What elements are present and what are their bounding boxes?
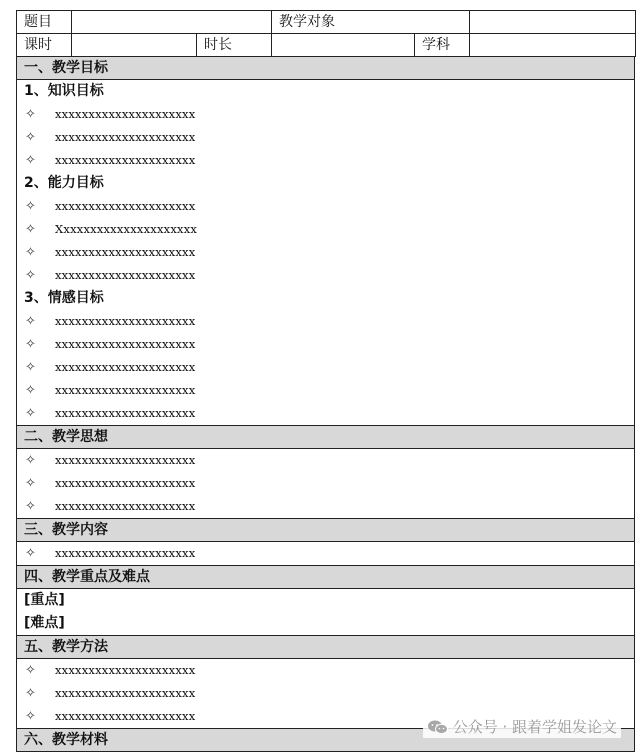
star-bullet-icon: ✧ — [25, 245, 36, 260]
list-item[interactable]: ✧ xxxxxxxxxxxxxxxxxxxxx — [17, 682, 634, 705]
list-item[interactable]: ✧ xxxxxxxxxxxxxxxxxxxxx — [17, 495, 634, 518]
subject-label: 学科 — [415, 34, 470, 57]
section-keypoints-body — [17, 589, 634, 636]
star-bullet-icon: ✧ — [25, 476, 36, 491]
star-bullet-icon: ✧ — [25, 383, 36, 398]
duration-value-cell[interactable] — [272, 34, 415, 57]
lesson-plan-document — [16, 10, 635, 752]
emotion-goals-title: 3、情感目标 — [24, 290, 104, 306]
star-bullet-icon: ✧ — [25, 107, 36, 122]
list-item[interactable]: ✧ xxxxxxxxxxxxxxxxxxxxx — [17, 659, 634, 682]
audience-value-cell[interactable] — [470, 11, 636, 34]
difficult-point-label[interactable]: [难点] — [24, 615, 65, 631]
sections-box — [16, 57, 635, 752]
topic-value-cell[interactable] — [72, 11, 272, 34]
section-thinking-body — [17, 449, 634, 519]
watermark — [423, 716, 621, 738]
list-item[interactable]: ✧ xxxxxxxxxxxxxxxxxxxxx — [17, 149, 634, 172]
section-goals-body — [17, 80, 634, 426]
list-item[interactable]: ✧ xxxxxxxxxxxxxxxxxxxxx — [17, 379, 634, 402]
list-item[interactable]: ✧ xxxxxxxxxxxxxxxxxxxxx — [17, 126, 634, 149]
list-item[interactable]: ✧ Xxxxxxxxxxxxxxxxxxxxx — [17, 218, 634, 241]
duration-label: 时长 — [197, 34, 272, 57]
section-keypoints-title: 四、教学重点及难点 — [17, 566, 634, 589]
star-bullet-icon: ✧ — [25, 499, 36, 514]
ability-goals-title: 2、能力目标 — [24, 175, 104, 191]
list-item[interactable]: ✧ xxxxxxxxxxxxxxxxxxxxx — [17, 333, 634, 356]
list-item[interactable]: ✧ xxxxxxxxxxxxxxxxxxxxx — [17, 402, 634, 425]
star-bullet-icon: ✧ — [25, 709, 36, 724]
subject-value-cell[interactable] — [470, 34, 636, 57]
section-methods-title: 五、教学方法 — [17, 636, 634, 659]
watermark-text: 公众号 · 跟着学姐发论文 — [452, 718, 617, 736]
section-materials-title: 六、教学材料 — [17, 729, 634, 751]
section-content-title: 三、教学内容 — [17, 519, 634, 542]
list-item[interactable]: ✧ xxxxxxxxxxxxxxxxxxxxx — [17, 449, 634, 472]
list-item[interactable]: ✧ xxxxxxxxxxxxxxxxxxxxx — [17, 472, 634, 495]
star-bullet-icon: ✧ — [25, 153, 36, 168]
header-table — [16, 10, 636, 57]
list-item[interactable]: ✧ xxxxxxxxxxxxxxxxxxxxx — [17, 241, 634, 264]
period-value-cell[interactable] — [72, 34, 197, 57]
knowledge-goals-title: 1、知识目标 — [24, 83, 104, 99]
header-row-2 — [17, 34, 636, 57]
star-bullet-icon: ✧ — [25, 268, 36, 283]
list-item[interactable]: ✧ xxxxxxxxxxxxxxxxxxxxx — [17, 705, 634, 728]
list-item[interactable]: ✧ xxxxxxxxxxxxxxxxxxxxx — [17, 195, 634, 218]
star-bullet-icon: ✧ — [25, 130, 36, 145]
header-row-1 — [17, 11, 636, 34]
audience-label: 教学对象 — [272, 11, 470, 34]
list-item[interactable]: ✧ xxxxxxxxxxxxxxxxxxxxx — [17, 542, 634, 565]
list-item[interactable]: ✧ xxxxxxxxxxxxxxxxxxxxx — [17, 356, 634, 379]
star-bullet-icon: ✧ — [25, 546, 36, 561]
list-item[interactable]: ✧ xxxxxxxxxxxxxxxxxxxxx — [17, 264, 634, 287]
section-thinking-title: 二、教学思想 — [17, 426, 634, 449]
star-bullet-icon: ✧ — [25, 406, 36, 421]
star-bullet-icon: ✧ — [25, 337, 36, 352]
section-content-body — [17, 542, 634, 566]
list-item[interactable]: ✧ xxxxxxxxxxxxxxxxxxxxx — [17, 103, 634, 126]
star-bullet-icon: ✧ — [25, 314, 36, 329]
key-point-label[interactable]: [重点] — [24, 592, 65, 608]
star-bullet-icon: ✧ — [25, 686, 36, 701]
list-item[interactable]: ✧ xxxxxxxxxxxxxxxxxxxxx — [17, 310, 634, 333]
topic-label: 题目 — [17, 11, 72, 34]
star-bullet-icon: ✧ — [25, 453, 36, 468]
star-bullet-icon: ✧ — [25, 360, 36, 375]
star-bullet-icon: ✧ — [25, 222, 36, 237]
period-label: 课时 — [17, 34, 72, 57]
star-bullet-icon: ✧ — [25, 663, 36, 678]
section-goals-title: 一、教学目标 — [17, 57, 634, 80]
star-bullet-icon: ✧ — [25, 199, 36, 214]
wechat-icon — [427, 719, 449, 735]
